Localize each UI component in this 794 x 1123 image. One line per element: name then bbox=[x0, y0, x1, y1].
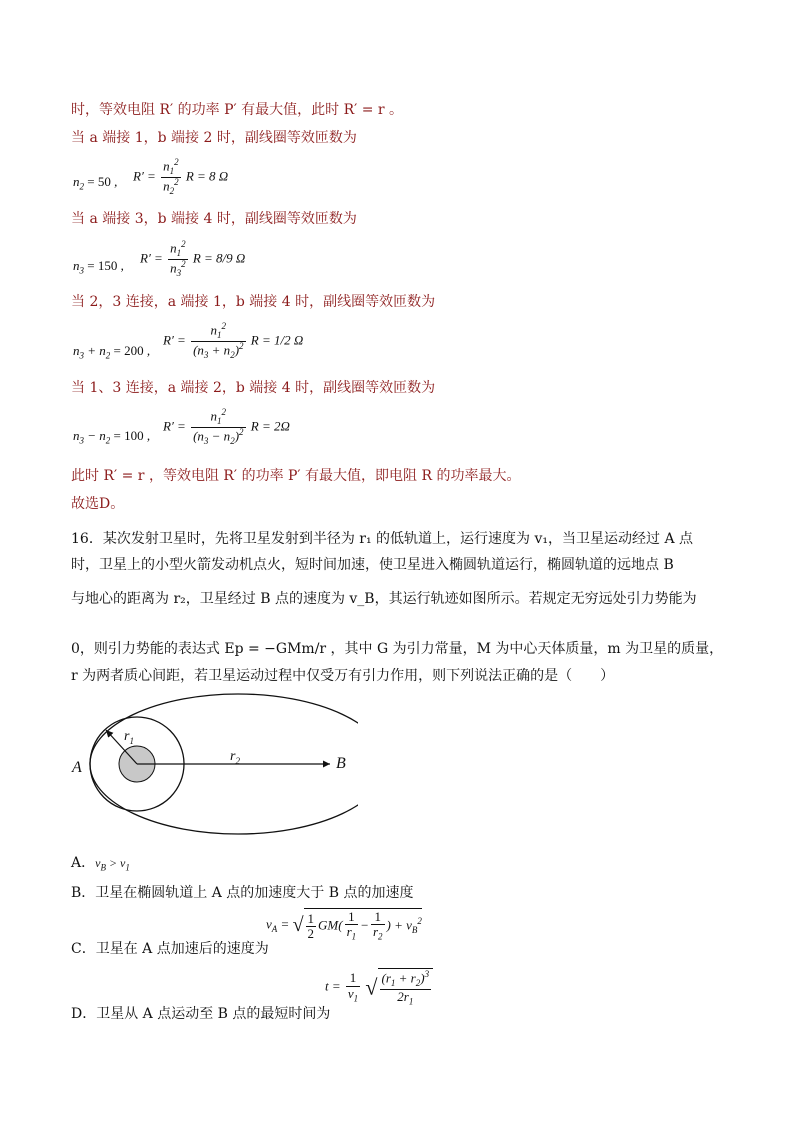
option-D-formula: t = $\frac{1}{v_1}$ √ $\frac{(r_1 + r_2)^3}{2r_1}$ bbox=[325, 968, 433, 1007]
formula-r-eq-1: R′ = $\frac{n_1^2}{n_2^2}$ R = 8 Ω bbox=[133, 157, 229, 196]
label-r1: $r_1$ bbox=[124, 729, 134, 746]
solution-line-2: 当 a 端接 1，b 端接 2 时，副线圈等效匝数为 bbox=[71, 130, 357, 146]
formula-r-eq-4: R′ = $\frac{n_1^2}{(n_3 - n_2)^2}$ R = 2Ω bbox=[163, 407, 290, 446]
question-line-2: 时，卫星上的小型火箭发动机点火，短时间加速，使卫星进入椭圆轨道运行，椭圆轨道的远地点 B bbox=[71, 557, 674, 573]
solution-line-6: 此时 R′ = r ，等效电阻 R′ 的功率 P′ 有最大值，即电阻 R 的功率最大。 bbox=[71, 468, 521, 484]
question-line-1: 16．某次发射卫星时，先将卫星发射到半径为 r₁ 的低轨道上，运行速度为 v₁，当卫星运动经过 A 点 bbox=[71, 531, 693, 547]
label-r2: $r_2$ bbox=[230, 749, 240, 766]
solution-line-7: 故选D。 bbox=[71, 496, 125, 512]
formula-r-eq-2: R′ = $\frac{n_1^2}{n_3^2}$ R = 8/9 Ω bbox=[140, 239, 246, 278]
formula-n2: $n_2 = 50$ , bbox=[73, 174, 118, 192]
option-B[interactable]: B．卫星在椭圆轨道上 A 点的加速度大于 B 点的加速度 bbox=[71, 885, 414, 901]
formula-n3-plus-n2: $n_3 + n_2 = 200$ , bbox=[73, 343, 151, 361]
solution-line-3: 当 a 端接 3，b 端接 4 时，副线圈等效匝数为 bbox=[71, 211, 357, 227]
option-C-formula: $v_A$ = √ $\frac{1}{2}$ GM( $\frac{1}{r_1}$ − $\frac{1}{r_2}$ ) + $v_B^2$ bbox=[266, 909, 422, 942]
label-A: A bbox=[72, 759, 82, 776]
formula-r-eq-3: R′ = $\frac{n_1^2}{(n_3 + n_2)^2}$ R = 1/2 Ω bbox=[163, 321, 304, 360]
option-D[interactable]: D．卫星从 A 点运动至 B 点的最短时间为 bbox=[71, 1006, 331, 1022]
orbit-diagram bbox=[68, 688, 358, 848]
label-B: B bbox=[336, 755, 346, 772]
solution-line-1: 时，等效电阻 R′ 的功率 P′ 有最大值，此时 R′ = r 。 bbox=[71, 102, 404, 118]
question-line-3: 与地心的距离为 r₂，卫星经过 B 点的速度为 v_B，其运行轨迹如图所示。若规定无穷远处引力势能为 bbox=[71, 591, 697, 607]
question-line-4: 0，则引力势能的表达式 Ep = −GMm/r ，其中 G 为引力常量，M 为中心天体质量，m 为卫星的质量， bbox=[71, 641, 724, 657]
formula-n3-minus-n2: $n_3 - n_2 = 100$ , bbox=[73, 428, 151, 446]
formula-n3: $n_3 = 150$ , bbox=[73, 258, 124, 276]
option-A[interactable]: A．$v_B > v_1$ bbox=[71, 855, 130, 873]
question-line-5: r 为两者质心间距，若卫星运动过程中仅受万有引力作用，则下列说法正确的是（ ） bbox=[71, 668, 615, 684]
solution-line-5: 当 1、3 连接，a 端接 2，b 端接 4 时，副线圈等效匝数为 bbox=[71, 380, 436, 396]
solution-line-4: 当 2，3 连接，a 端接 1，b 端接 4 时，副线圈等效匝数为 bbox=[71, 294, 436, 310]
option-C[interactable]: C．卫星在 A 点加速后的速度为 bbox=[71, 941, 269, 957]
